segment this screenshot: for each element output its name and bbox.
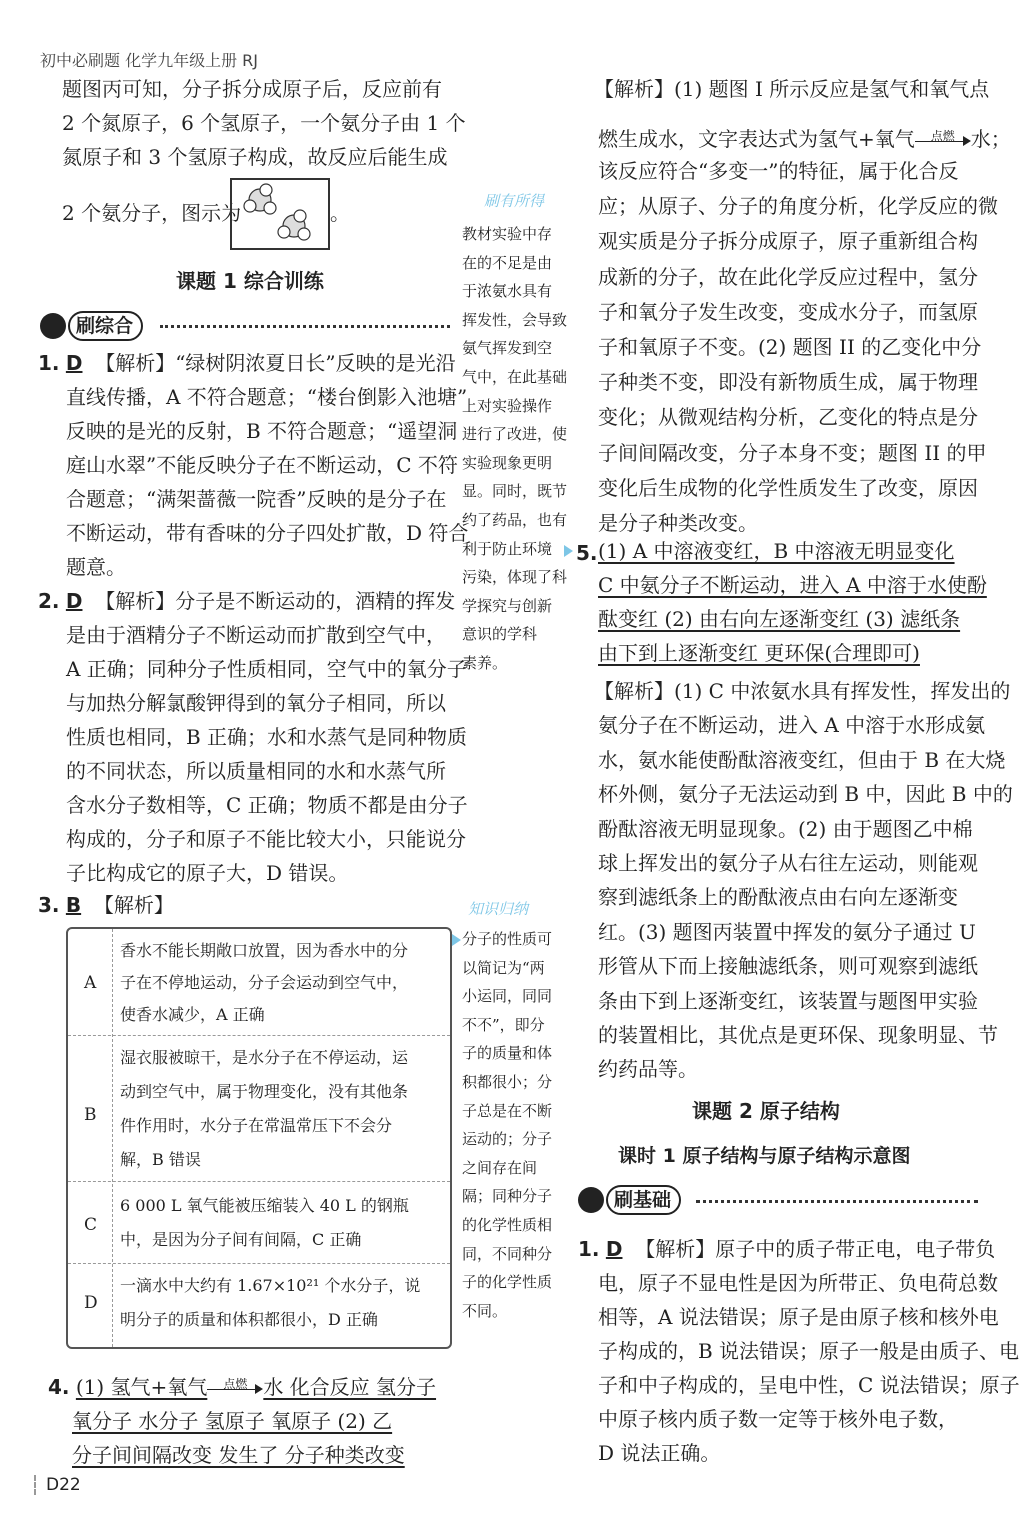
- side-note-title-1: 刷有所得: [484, 192, 545, 210]
- class-1-title: 课时 1 原子结构与原子结构示意图: [618, 1145, 911, 1167]
- row-divider: [68, 1263, 450, 1264]
- divider: [160, 325, 450, 328]
- pointer-icon: [564, 545, 573, 557]
- question-5-analysis: 【解析】(1) C 中浓氨水具有挥发性，挥发出的 氨分子在不断运动，进入 A 中溶于水形成氨 水，氨水能使酚酞溶液变红，但由于 B 在大烧 杯外侧，氨分子无法运动到 B 中，因此 B 中的 酚酞溶液无明显现象。(2) 由于题图乙中棉 球上挥发出的氨分子从右往左运动，则能观 察到滤纸条上的酚酞液点由右向左逐渐变 红。(3) 题图丙装置中挥发的氨分子通过 U 形管从下而上接触滤纸条，则可观察到滤纸 条由下到上逐渐变红，该装置与题图甲实验 的装置相比，其优点是更环保、现象明显、节 约药品等。: [594, 679, 1013, 1082]
- row-divider: [68, 1035, 450, 1036]
- question-4-line-2: 氧分子 水分子 氢原子 氧原子 (2) 乙: [72, 1409, 393, 1433]
- row-key: C: [84, 1215, 98, 1235]
- analysis-table: [66, 927, 452, 1349]
- table-row-c: 6 000 L 氧气能被压缩装入 40 L 的钢瓶 中，是因为分子间有间隔，C 正确: [120, 1196, 409, 1249]
- divider: [696, 1200, 978, 1203]
- intro-last-line: 2 个氨分子，图示为: [62, 201, 242, 225]
- lesson-2-title: 课题 2 原子结构: [692, 1099, 840, 1123]
- row-divider: [68, 1181, 450, 1182]
- table-row-a: 香水不能长期敞口放置，因为香水中的分 子在不停地运动，分子会运动到空气中， 使香水减少，A 正确: [120, 941, 409, 1024]
- page-number: D22: [34, 1475, 81, 1495]
- pencil-icon: [40, 313, 66, 339]
- question-5-number: 5.: [576, 541, 598, 565]
- pointer-icon: [452, 934, 461, 946]
- row-key: A: [84, 973, 97, 993]
- reaction-arrow-icon: 点燃: [207, 1384, 263, 1394]
- row-key: B: [84, 1105, 97, 1125]
- question-4: 4. (1) 氢气+氧气 点燃 水 化合反应 氢分子: [48, 1375, 437, 1399]
- question-4-line-3: 分子间间隔改变 发生了 分子种类改变: [72, 1443, 405, 1467]
- intro-end: 。: [330, 201, 350, 225]
- ammonia-molecule-diagram: [230, 178, 330, 250]
- page-header: 初中必刷题 化学九年级上册 RJ: [40, 51, 259, 70]
- row-key: D: [84, 1293, 98, 1313]
- table-row-d: 一滴水中大约有 1.67×10²¹ 个水分子，说 明分子的质量和体积都很小，D 正确: [120, 1276, 421, 1329]
- basic-question-1-body: 电，原子不显电性是因为所带正、负电荷总数 相等，A 说法错误；原子是由原子核和核外电 子构成的，B 说法错误；原子一般是由质子、电 子和中子构成的，呈电中性，C 说法错误；原子 中原子核内质子数一定等于核外电子数， D 说法正确。: [598, 1271, 1020, 1465]
- basic-question-1: 1. D 【解析】原子中的质子带正电，电子带负: [578, 1237, 996, 1261]
- section-badge: 刷综合: [40, 310, 143, 342]
- table-row-b: 湿衣服被晾干，是水分子在不停运动，运 动到空气中，属于物理变化，没有其他条 件作用时，水分子在常温常压下不会分 解，B 错误: [120, 1048, 409, 1169]
- section-badge: 刷基础: [578, 1184, 681, 1216]
- pencil-icon: [578, 1187, 604, 1213]
- reaction-arrow-icon: 点燃: [915, 136, 971, 146]
- question-5-answer: (1) A 中溶液变红，B 中溶液无明显变化 C 中氨分子不断运动，进入 A 中溶于水使酚 酞变红 (2) 由右向左逐渐变红 (3) 滤纸条 由下到上逐渐变红 更环保(合理即可): [598, 539, 987, 665]
- question-1: 1. D 【解析】“绿树阴浓夏日长”反映的是光沿: [38, 351, 456, 375]
- side-note-2: 分子的性质可 以简记为“两 小运同，同同 不不”，即分 子的质量和体 积都很小；分 子总是在不断 运动的；分子 之间存在间 隔；同种分子 的化学性质相 同，不同种分 子的化学性质 不同。: [462, 930, 553, 1320]
- molecule-icon: [232, 180, 328, 248]
- question-3: 3. B 【解析】: [38, 893, 174, 917]
- answer-4-equation-line: 燃生成水，文字表达式为氢气+氧气 点燃 水；: [598, 127, 1011, 151]
- side-note-title-2: 知识归纳: [468, 900, 529, 918]
- answer-4-analysis-line-1: 【解析】(1) 题图 I 所示反应是氢气和氧气点: [594, 77, 990, 101]
- side-note-1: 教材实验中存 在的不足是由 于浓氨水具有 挥发性，会导致 氨气挥发到空 气中，在此基础 上对实验操作 进行了改进，使 实验现象更明 显。同时，既节 约了药品，也有 利于防止环境 污染，体现了科 学探究与创新 意识的学科 素养。: [462, 225, 568, 672]
- answer-4-analysis-body: 该反应符合“多变一”的特征，属于化合反 应；从原子、分子的角度分析，化学反应的微 观实质是分子拆分成原子，原子重新组合构 成新的分子，故在此化学反应过程中，氢分 子和氧分子发生改变，变成水分子，而氢原 子和氧原子不变。(2) 题图 II 的乙变化中分 子种类不变，即没有新物质生成，属于物理 变化；从微观结构分析，乙变化的特点是分 子间间隔改变，分子本身不变；题图 II 的甲 变化后生成物的化学性质发生了改变，原因 是分子种类改变。: [598, 159, 998, 536]
- lesson-title: 课题 1 综合训练: [176, 269, 324, 293]
- intro-text: 题图丙可知，分子拆分成原子后，反应前有 2 个氮原子，6 个氢原子，一个氨分子由 1 个 氮原子和 3 个氢原子构成，故反应后能生成: [62, 77, 466, 169]
- question-2-body: 是由于酒精分子不断运动而扩散到空气中， A 正确；同种分子性质相同，空气中的氧分子 与加热分解氯酸钾得到的氧分子相同，所以 性质也相同，B 正确；水和水蒸气是同种物质 的不同状态，所以质量相同的水和水蒸气所 含水分子数相等，C 正确；物质不都是由分子 构成的，分子和原子不能比较大小，只能说分 子比构成它的原子大，D 错误。: [66, 623, 468, 885]
- question-2: 2. D 【解析】分子是不断运动的，酒精的挥发: [38, 589, 456, 613]
- question-1-body: 直线传播，A 不符合题意；“楼台倒影入池塘” 反映的是光的反射，B 不符合题意；“遥望洞 庭山水翠”不能反映分子在不断运动，C 不符 合题意；“满架蔷薇一院香”反映的是分子在 不断运动，带有香味的分子四处扩散，D 符合 题意。: [66, 385, 469, 579]
